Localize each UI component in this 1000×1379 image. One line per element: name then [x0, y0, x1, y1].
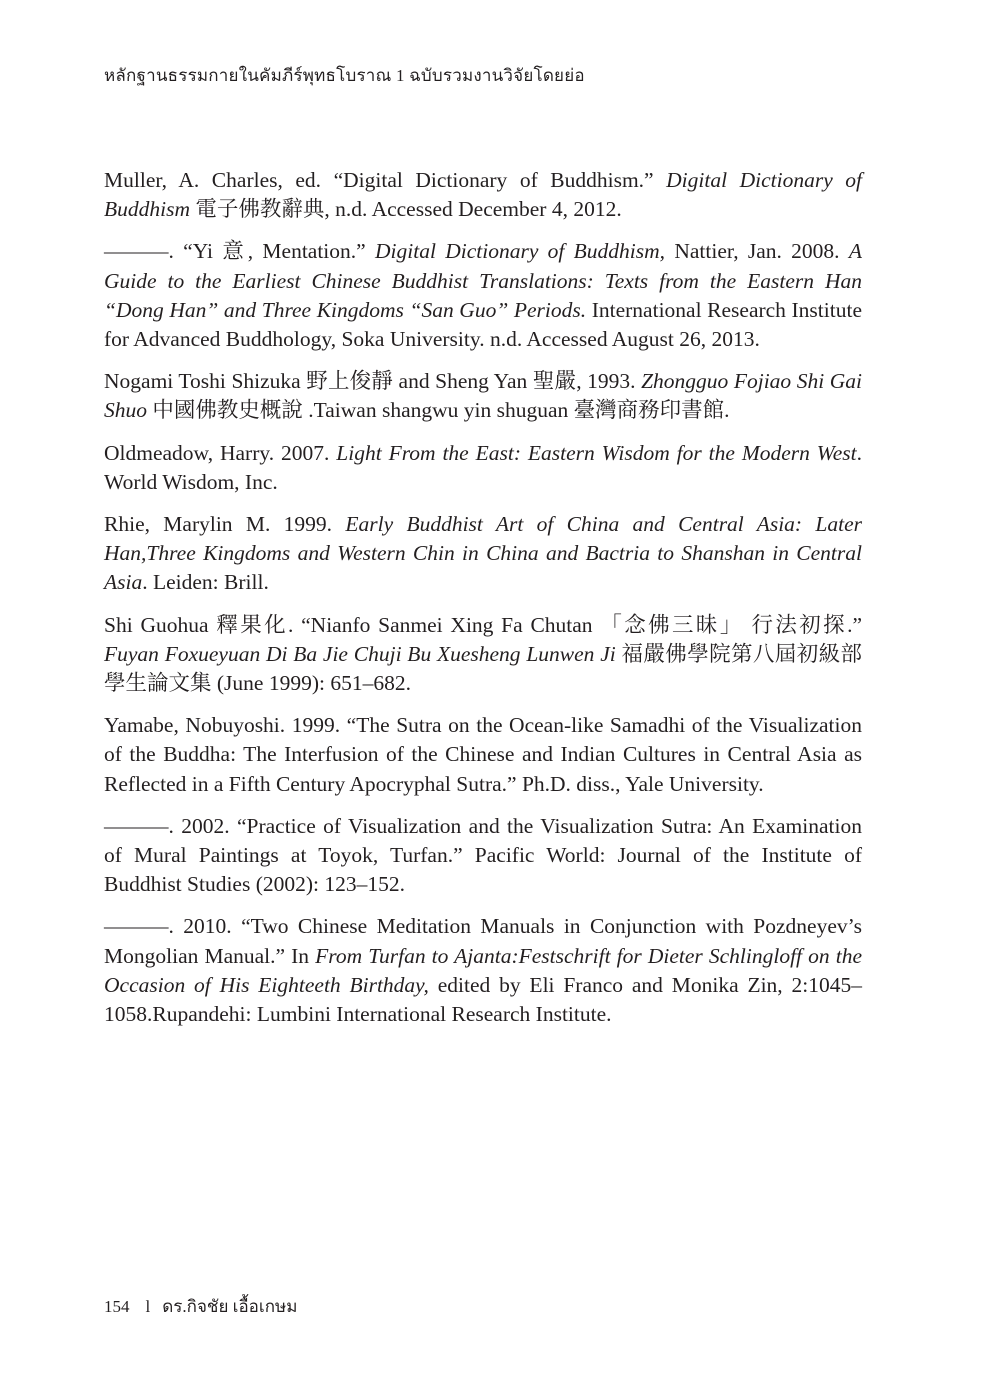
reference-text: Nattier, Jan. 2008.	[665, 239, 849, 264]
author-name: ดร.กิจชัย เอื้อเกษม	[162, 1297, 298, 1316]
reference-title: Fuyan Foxueyuan Di Ba Jie Chuji Bu Xuesheng Lunwen Ji	[104, 641, 616, 666]
reference-text: . World Wisdom, Inc.	[104, 440, 862, 494]
reference-entry	[104, 510, 862, 598]
footer-separator: l	[145, 1296, 151, 1316]
reference-text: Nogami Toshi Shizuka 野上俊靜 and Sheng Yan 聖嚴, 1993.	[104, 369, 642, 394]
reference-text: 中國佛教史概說 .Taiwan shangwu yin shuguan 臺灣商務印書館.	[147, 398, 730, 423]
reference-title: Zhongguo Fojiao Shi Gai Shuo	[104, 369, 862, 423]
reference-text: Shi Guohua 釋果化. “Nianfo Sanmei Xing Fa Chutan 「念佛三昧」 行法初探.”	[104, 612, 862, 637]
reference-entry	[104, 439, 862, 497]
reference-text: Yamabe, Nobuyoshi. 1999. “The Sutra on the Ocean-like Samadhi of the Visualization of the Buddha: The Interfusion of the Chinese and Indian Cultures in Central Asia as Reflected in a Fifth Century Apocryphal Sutra.” Ph.D. diss., Yale University.	[104, 713, 862, 796]
reference-title: Light From the East: Eastern Wisdom for the Modern West	[336, 440, 857, 465]
reference-text: Muller, A. Charles, ed. “Digital Dictionary of Buddhism.”	[104, 168, 667, 192]
page-number: 154	[104, 1296, 130, 1316]
reference-title: Early Buddhist Art of China and Central Asia: Later Han,Three Kingdoms and Western Chin in China and Bactria to Shanshan in Central Asia	[104, 512, 862, 595]
reference-title: Digital Dictionary of Buddhism	[104, 168, 862, 222]
reference-title: From Turfan to Ajanta:Festschrift for Dieter Schlingloff on the Occasion of His Eighteeth Birthday,	[104, 943, 862, 997]
reference-entry	[104, 912, 862, 1029]
reference-text: Oldmeadow, Harry. 2007.	[104, 440, 337, 465]
reference-entry	[104, 166, 862, 224]
reference-text: 電子佛教辭典, n.d. Accessed December 4, 2012.	[190, 197, 622, 222]
reference-title: A Guide to the Earliest Chinese Buddhist Translations: Texts from the Eastern Han “Dong Han” and Three Kingdoms “San Guo” Periods.	[104, 239, 862, 322]
reference-list	[104, 166, 862, 1042]
reference-text: edited by Eli Franco and Monika Zin, 2:1045–1058.Rupandehi: Lumbini International Research Institute.	[104, 972, 862, 1027]
page-footer	[104, 1293, 297, 1320]
reference-text: 福嚴佛學院第八屆初級部學生論文集 (June 1999): 651–682.	[104, 641, 862, 696]
reference-entry	[104, 711, 862, 799]
reference-title: Digital Dictionary of Buddhism,	[375, 239, 666, 264]
reference-text: Rhie, Marylin M. 1999.	[104, 512, 346, 537]
reference-text: ———. 2002. “Practice of Visualization and the Visualization Sutra: An Examination of Mural Paintings at Toyok, Turfan.” Pacific World: Journal of the Institute of Buddhist Studies (2002): 123–152.	[104, 813, 862, 897]
running-header: หลักฐานธรรมกายในคัมภีร์พุทธโบราณ 1 ฉบับรวมงานวิจัยโดยย่อ	[104, 66, 585, 85]
reference-text: ———. 2010. “Two Chinese Meditation Manuals in Conjunction with Pozdneyev’s Mongolian Manual.” In	[104, 914, 862, 968]
reference-entry	[104, 611, 862, 699]
reference-text: ———. “Yi 意, Mentation.”	[104, 239, 375, 264]
reference-text: International Research Institute for Advanced Buddhology, Soka University. n.d. Accessed August 26, 2013.	[104, 297, 862, 352]
reference-entry	[104, 367, 862, 425]
reference-entry	[104, 812, 862, 900]
reference-entry	[104, 237, 862, 354]
reference-text: . Leiden: Brill.	[142, 570, 269, 595]
